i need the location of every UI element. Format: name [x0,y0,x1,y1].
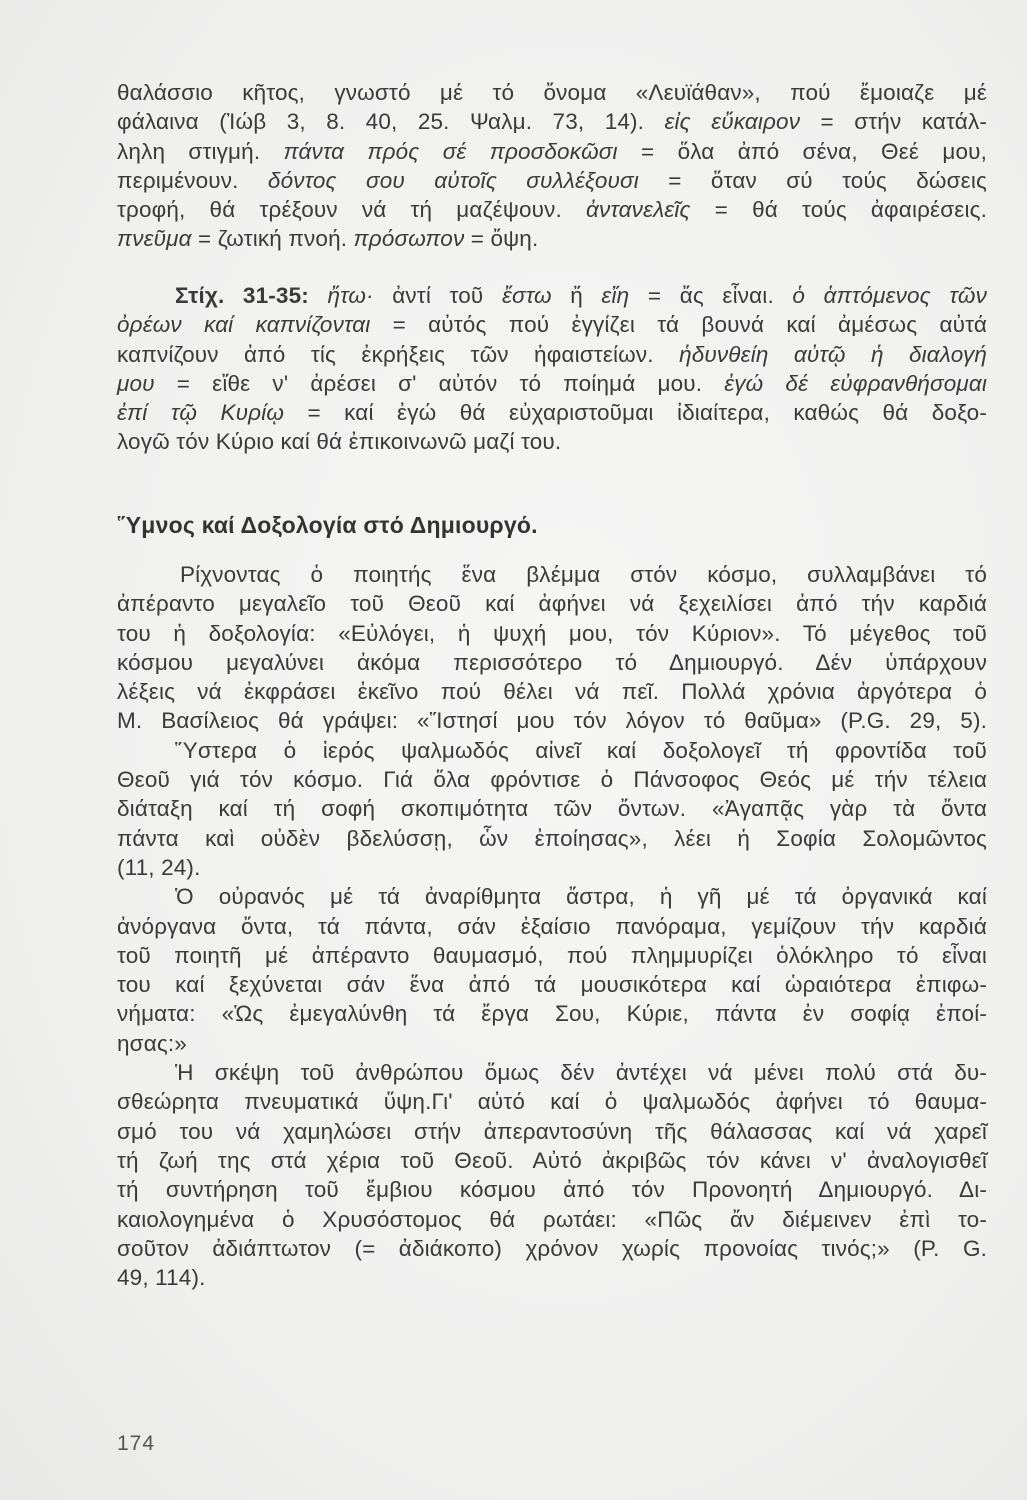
text-line: πάντα καὶ οὐδὲν βδελύσσῃ, ὧν ἐποίησας», λέει ἡ Σοφία Σολομῶντος [117,825,987,851]
text-line: κόσμου μεγαλύνει ἀκόμα περισσότερο τό Δημιουργό. Δέν ὑπάρχουν [117,649,987,675]
page-number: 174 [117,1432,156,1455]
text-line: Μ. Βασίλειος θά γράψει: «Ἵστησί μου τόν λόγον τό θαῦμα» (P.G. 29, 5). [117,708,987,734]
text-line: του καί ξεχύνεται σάν ἕνα ἀπό τά μουσικότερα καί ὡραιότερα ἐπιφω- [117,972,987,998]
text-line: Ὕστερα ὁ ἱερός ψαλμωδός αἰνεῖ καί δοξολογεῖ τή φροντίδα τοῦ [175,737,987,763]
text-line: Ὁ οὐρανός μέ τά ἀναρίθμητα ἄστρα, ἡ γῆ μέ τά ὀργανικά καί [175,884,987,910]
text-line: ληλη στιγμή. πάντα πρός σέ προσδοκῶσι = ὅλα ἀπό σένα, Θεέ μου, [117,138,987,164]
text-line: ἀπέραντο μεγαλεῖο τοῦ Θεοῦ καί ἀφήνει νά ξεχειλίσει ἀπό τήν καρδιά [117,591,987,617]
text-line: σμό του νά χαμηλώσει στήν ἀπεραντοσύνη τῆς θάλασσας καί νά χαρεῖ [117,1118,987,1144]
text-line: σθεώρητα πνευματικά ὕψη.Γι' αὐτό καί ὁ ψαλμωδός ἀφήνει τό θαυμα- [117,1089,987,1115]
notes-paragraph-1 [117,78,987,254]
text-line: Ρίχνοντας ὁ ποιητής ἕνα βλέμμα στόν κόσμο, συλλαμβάνει τό [180,562,987,587]
notes-paragraph-2 [117,281,987,457]
text-line: Ἡ σκέψη τοῦ ἀνθρώπου ὅμως δέν ἀντέχει νά μένει πολύ στά δυ- [175,1060,987,1086]
text-line: θαλάσσιο κῆτος, γνωστό μέ τό ὄνομα «Λευϊάθαν», πού ἔμοιαζε μέ [117,80,987,105]
text-line: καιολογημένα ὁ Χρυσόστομος θά ρωτάει: «Πῶς ἄν διέμεινεν ἐπὶ το- [117,1206,987,1232]
body-text [117,560,987,1292]
text-line: σοῦτον ἀδιάπτωτον (= ἀδιάκοπο) χρόνον χωρίς προνοίας τινός;» (P. G. [117,1235,987,1261]
text-line: (11, 24). [117,854,201,880]
text-line: τή ζωή της στά χέρια τοῦ Θεοῦ. Αὐτό ἀκριβῶς τόν κάνει ν' ἀναλογισθεῖ [117,1147,987,1173]
text-line: μου = εἴθε ν' ἀρέσει σ' αὐτόν τό ποίημά μου. ἐγώ δέ εὐφρανθήσομαι [117,370,987,396]
text-line: τροφή, θά τρέξουν νά τή μαζέψουν. ἀντανελεῖς = θά τούς ἀφαιρέσεις. [117,197,987,223]
text-line: λέξεις νά ἐκφράσει ἐκεῖνο πού θέλει νά πεῖ. Πολλά χρόνια ἀργότερα ὁ [117,679,987,705]
text-line: ἐπί τῷ Κυρίῳ = καί ἐγώ θά εὐχαριστοῦμαι ἰδιαίτερα, καθώς θά δοξο- [117,400,987,426]
section-heading: Ὕμνος καί Δοξολογία στό Δημιουργό. [117,512,538,538]
text-line: νήματα: «Ὡς ἐμεγαλύνθη τά ἔργα Σου, Κύριε, πάντα ἐν σοφίᾳ ἐποί- [117,1001,987,1027]
text-line: περιμένουν. δόντος σου αὐτοῖς συλλέξουσι = ὅταν σύ τούς δώσεις [117,167,988,193]
text-line: 49, 114). [117,1265,206,1291]
text-line: ησας:» [117,1030,187,1056]
text-line: του ἡ δοξολογία: «Εὐλόγει, ἡ ψυχή μου, τόν Κύριον». Τό μέγεθος τοῦ [117,620,987,646]
text-line: πνεῦμα = ζωτική πνοή. πρόσωπον = ὄψη. [117,226,539,252]
text-line: ὀρέων καί καπνίζονται = αὐτός πού ἐγγίζει τά βουνά καί ἀμέσως αὐτά [117,312,987,338]
text-line: τοῦ ποιητῆ μέ ἀπέραντο θαυμασμό, πού πλημμυρίζει ὁλόκληρο τό εἶναι [117,942,987,968]
text-line: φάλαινα (Ἰώβ 3, 8. 40, 25. Ψαλμ. 73, 14). εἰς εὔκαιρον = στήν κατάλ- [117,109,987,135]
text-line: Στίχ. 31-35: ἤτω· ἀντί τοῦ ἔστω ἤ εἴη = ἄς εἶναι. ὁ ἁπτόμενος τῶν [175,283,987,308]
text-line: καπνίζουν ἀπό τίς ἐκρήξεις τῶν ἡφαιστείων. ἡδυνθείη αὐτῷ ἡ διαλογή [117,341,987,367]
text-line: τή συντήρηση τοῦ ἔμβιου κόσμου ἀπό τόν Προνοητή Δημιουργό. Δι- [117,1177,987,1203]
text-line: λογῶ τόν Κύριο καί θά ἐπικοινωνῶ μαζί του. [117,429,562,455]
text-line: διάταξη καί τή σοφή σκοπιμότητα τῶν ὄντων. «Ἀγαπᾷς γὰρ τὰ ὄντα [117,796,987,822]
text-line: ἀνόργανα ὄντα, τά πάντα, σάν ἐξαίσιο πανόραμα, γεμίζουν τήν καρδιά [117,913,987,939]
text-line: Θεοῦ γιά τόν κόσμο. Γιά ὅλα φρόντισε ὁ Πάνσοφος Θεός μέ τήν τέλεια [117,767,987,793]
